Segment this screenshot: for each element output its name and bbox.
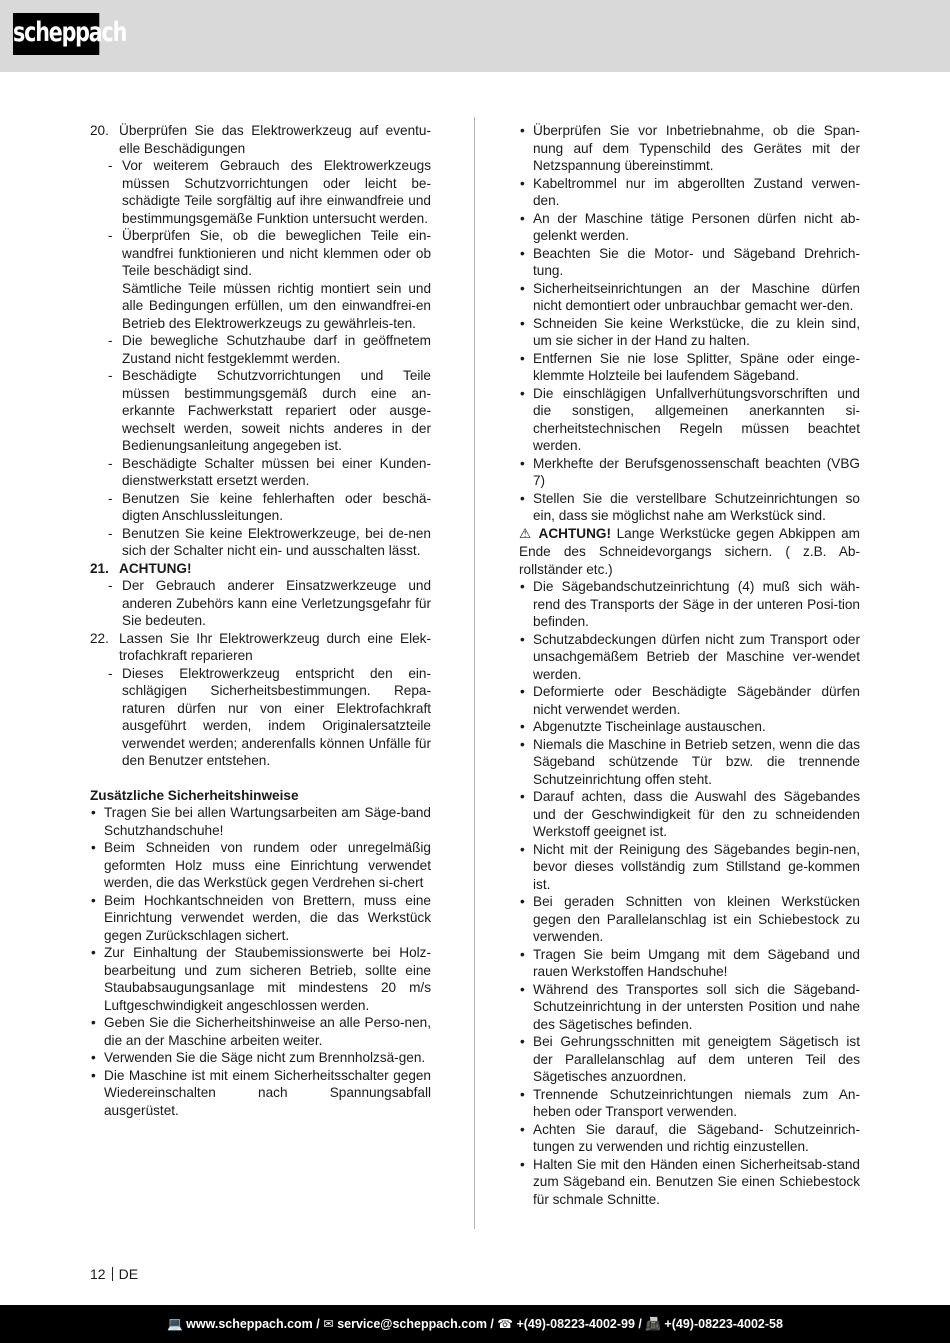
bullet-item: • Halten Sie mit den Händen einen Sicherheitsab-stand zum Sägeband ein. Benutzen Sie einen Schiebestock für schmale Schnitte. xyxy=(519,1156,860,1209)
footer-phone[interactable]: +(49)-08223-4002-99 xyxy=(516,1317,635,1331)
bullet-item: • Deformierte oder Beschädigte Sägebänder dürfen nicht verwendet werden. xyxy=(519,683,860,718)
bullet-item: • Achten Sie darauf, die Sägeband- Schutzeinrich-tungen zu verwenden und richtig einzustellen. xyxy=(519,1121,860,1156)
sub-item: - Dieses Elektrowerkzeug entspricht den ein-schlägigen Sicherheitsbestimmungen. Repa-raturen dürfen nur von einer Elektrofachkraft ausgeführt werden, indem Originalersatzteile verwendet werden; anderenfalls können Unfälle für den Benutzer entstehen. xyxy=(90,665,431,770)
warning-icon: ⚠ xyxy=(519,525,533,542)
sub-item: - Vor weiterem Gebrauch des Elektrowerkzeugs müssen Schutzvorrichtungen oder leicht be-schädigte Teile sorgfältig auf ihre einwandfreie und bestimmungsgemäße Funktion untersucht werden. xyxy=(90,157,431,227)
right-column xyxy=(519,122,860,1208)
safety-instructions-list xyxy=(90,122,431,770)
section-title: Zusätzliche Sicherheitshinweise xyxy=(90,787,299,803)
item-number: 21. xyxy=(90,560,109,576)
additional-safety-bullets xyxy=(90,804,431,1119)
footer-separator: / xyxy=(486,1317,498,1331)
sub-item: - Benutzen Sie keine Elektrowerkzeuge, bei de-nen sich der Schalter nicht ein- und ausschalten lässt. xyxy=(90,525,431,560)
item-text: Lassen Sie Ihr Elektrowerkzeug durch eine Elek-trofachkraft reparieren xyxy=(119,630,431,663)
bullet-item: • Nicht mit der Reinigung des Sägebandes begin-nen, bevor dieses vollständig zum Stillstand ge-kommen ist. xyxy=(519,841,860,894)
warning-paragraph xyxy=(519,525,860,579)
sub-item: - Beschädigte Schutzvorrichtungen und Teile müssen bestimmungsgemäß durch eine an-erkannte Fachwerkstatt repariert oder ausge-wechselt werden, soweit nichts anderes in der Bedienungsanleitung angegeben ist. xyxy=(90,367,431,455)
bullet-item: • Entfernen Sie nie lose Splitter, Späne oder einge-klemmte Holzteile bei laufendem Sägeband. xyxy=(519,350,860,385)
computer-icon: 💻 xyxy=(167,1316,183,1331)
warning-text: Lange Werkstücke gegen Abkippen am Ende des Schneidevorgangs sichern. ( z.B. Ab-rollständer etc.) xyxy=(519,525,860,577)
bullet-item: • Bei geraden Schnitten von kleinen Werkstücken gegen den Parallelanschlag ist ein Schiebestock zu verwenden. xyxy=(519,893,860,946)
footer-email[interactable]: service@scheppach.com xyxy=(337,1317,487,1331)
footer-fax: +(49)-08223-4002-58 xyxy=(664,1317,783,1331)
page-footer xyxy=(0,1305,950,1343)
bullet-item: • Trennende Schutzeinrichtungen niemals zum An-heben oder Transport verwenden. xyxy=(519,1086,860,1121)
bullet-item: • Abgenutzte Tischeinlage austauschen. xyxy=(519,718,860,736)
scheppach-logo: scheppach xyxy=(13,13,99,55)
page-number xyxy=(90,1265,138,1283)
bullet-item: • Schutzabdeckungen dürfen nicht zum Transport oder unsachgemäßem Betrieb der Maschine ver-wendet werden. xyxy=(519,631,860,684)
numbered-item xyxy=(90,560,431,578)
item-number: 20. xyxy=(90,123,109,138)
bullet-item: • Sicherheitseinrichtungen an der Maschine dürfen nicht demontiert oder unbrauchbar gemacht wer-den. xyxy=(519,280,860,315)
bullet-item: • Die Maschine ist mit einem Sicherheitsschalter gegen Wiedereinschalten nach Spannungsabfall ausgerüstet. xyxy=(90,1067,431,1120)
bullet-item: • Beim Hochkantschneiden von Brettern, muss eine Einrichtung verwendet werden, die das Werkstück gegen Zurückschlagen sichert. xyxy=(90,892,431,945)
footer-website[interactable]: www.scheppach.com xyxy=(186,1317,313,1331)
item-text: ACHTUNG! xyxy=(119,560,192,576)
numbered-item xyxy=(90,630,431,665)
item-text: Überprüfen Sie das Elektrowerkzeug auf eventu-elle Beschädigungen xyxy=(119,123,431,156)
bullet-item: • Beachten Sie die Motor- und Sägeband Drehrich-tung. xyxy=(519,245,860,280)
bullet-item: • Geben Sie die Sicherheitshinweise an alle Perso-nen, die an der Maschine arbeiten weiter. xyxy=(90,1014,431,1049)
bullet-item: • Die einschlägigen Unfallverhütungsvorschriften und die sonstigen, allgemeinen anerkannten si-cherheitstechnischen Regeln müssen beachtet werden. xyxy=(519,385,860,455)
bullet-item: • Tragen Sie bei allen Wartungsarbeiten am Säge-band Schutzhandschuhe! xyxy=(90,804,431,839)
sub-item: - Der Gebrauch anderer Einsatzwerkzeuge und anderen Zubehörs kann eine Verletzungsgefahr für Sie bedeuten. xyxy=(90,577,431,630)
item-number: 22. xyxy=(90,630,109,646)
safety-bullets-1 xyxy=(519,122,860,525)
page-header xyxy=(0,0,950,72)
sub-item: - Beschädigte Schalter müssen bei einer Kunden-dienstwerkstatt ersetzt werden. xyxy=(90,455,431,490)
page-language: DE xyxy=(118,1266,139,1282)
numbered-item xyxy=(90,122,431,157)
page-number-divider xyxy=(112,1267,113,1281)
bullet-item: • Die Sägebandschutzeinrichtung (4) muß sich wäh-rend des Transports der Säge in der unteren Posi-tion befinden. xyxy=(519,578,860,631)
sub-item: - Benutzen Sie keine fehlerhaften oder beschä-digten Anschlussleitungen. xyxy=(90,490,431,525)
warning-label: ACHTUNG! xyxy=(538,525,612,541)
footer-separator: / xyxy=(312,1317,324,1331)
footer-separator: / xyxy=(634,1317,646,1331)
sub-item: - Die bewegliche Schutzhaube darf in geöffnetem Zustand nicht festgeklemmt werden. xyxy=(90,332,431,367)
sub-item-continuation: Sämtliche Teile müssen richtig montiert sein und alle Bedingungen erfüllen, um den einwandfrei-en Betrieb des Elektrowerkzeugs zu gewährleis-ten. xyxy=(122,280,431,331)
bullet-item: • Zur Einhaltung der Staubemissionswerte bei Holz-bearbeitung und zum sicheren Betrieb, sollte eine Staubabsaugungsanlage mit mindestens 20 m/s Luftgeschwindigkeit angeschlossen werden. xyxy=(90,944,431,1014)
left-column xyxy=(90,122,431,1119)
bullet-item: • Tragen Sie beim Umgang mit dem Sägeband und rauen Werkstoffen Handschuhe! xyxy=(519,946,860,981)
bullet-item: • Niemals die Maschine in Betrieb setzen, wenn die das Sägeband schützende Tür bzw. die trennende Schutzeinrichtung offen steht. xyxy=(519,736,860,789)
sub-item: - Überprüfen Sie, ob die beweglichen Teile ein-wandfrei funktionieren und nicht klemmen oder ob Teile beschädigt sind. xyxy=(90,227,431,280)
fax-icon: 📠 xyxy=(645,1316,661,1331)
bullet-item: • Bei Gehrungsschnitten mit geneigtem Sägetisch ist der Parallelanschlag auf dem unteren Teil des Sägetisches anzuordnen. xyxy=(519,1033,860,1086)
bullet-item: • An der Maschine tätige Personen dürfen nicht ab-gelenkt werden. xyxy=(519,210,860,245)
bullet-item: • Darauf achten, dass die Auswahl des Sägebandes und der Geschwindigkeit für den zu schneidenden Werkstoff geeignet ist. xyxy=(519,788,860,841)
bullet-item: • Verwenden Sie die Säge nicht zum Brennholzsä-gen. xyxy=(90,1049,431,1067)
page-number-value: 12 xyxy=(90,1266,106,1282)
bullet-item: • Stellen Sie die verstellbare Schutzeinrichtungen so ein, dass sie möglichst nahe am Werkstück sind. xyxy=(519,490,860,525)
bullet-item: • Kabeltrommel nur im abgerollten Zustand verwen-den. xyxy=(519,175,860,210)
mail-icon: ✉ xyxy=(323,1316,334,1331)
safety-bullets-2 xyxy=(519,578,860,1208)
bullet-item: • Überprüfen Sie vor Inbetriebnahme, ob die Span-nung auf dem Typenschild des Gerätes mit der Netzspannung übereinstimmt. xyxy=(519,122,860,175)
bullet-item: • Während des Transportes soll sich die Sägeband-Schutzeinrichtung in der untersten Position und nahe des Sägetisches befinden. xyxy=(519,981,860,1034)
bullet-item: • Merkhefte der Berufsgenossenschaft beachten (VBG 7) xyxy=(519,455,860,490)
phone-icon: ☎ xyxy=(497,1316,513,1331)
bullet-item: • Schneiden Sie keine Werkstücke, die zu klein sind, um sie sicher in der Hand zu halten. xyxy=(519,315,860,350)
column-divider xyxy=(474,117,475,1229)
bullet-item: • Beim Schneiden von rundem oder unregelmäßig geformten Holz muss eine Einrichtung verwendet werden, die das Werkstück gegen Verdrehen si-chert xyxy=(90,839,431,892)
